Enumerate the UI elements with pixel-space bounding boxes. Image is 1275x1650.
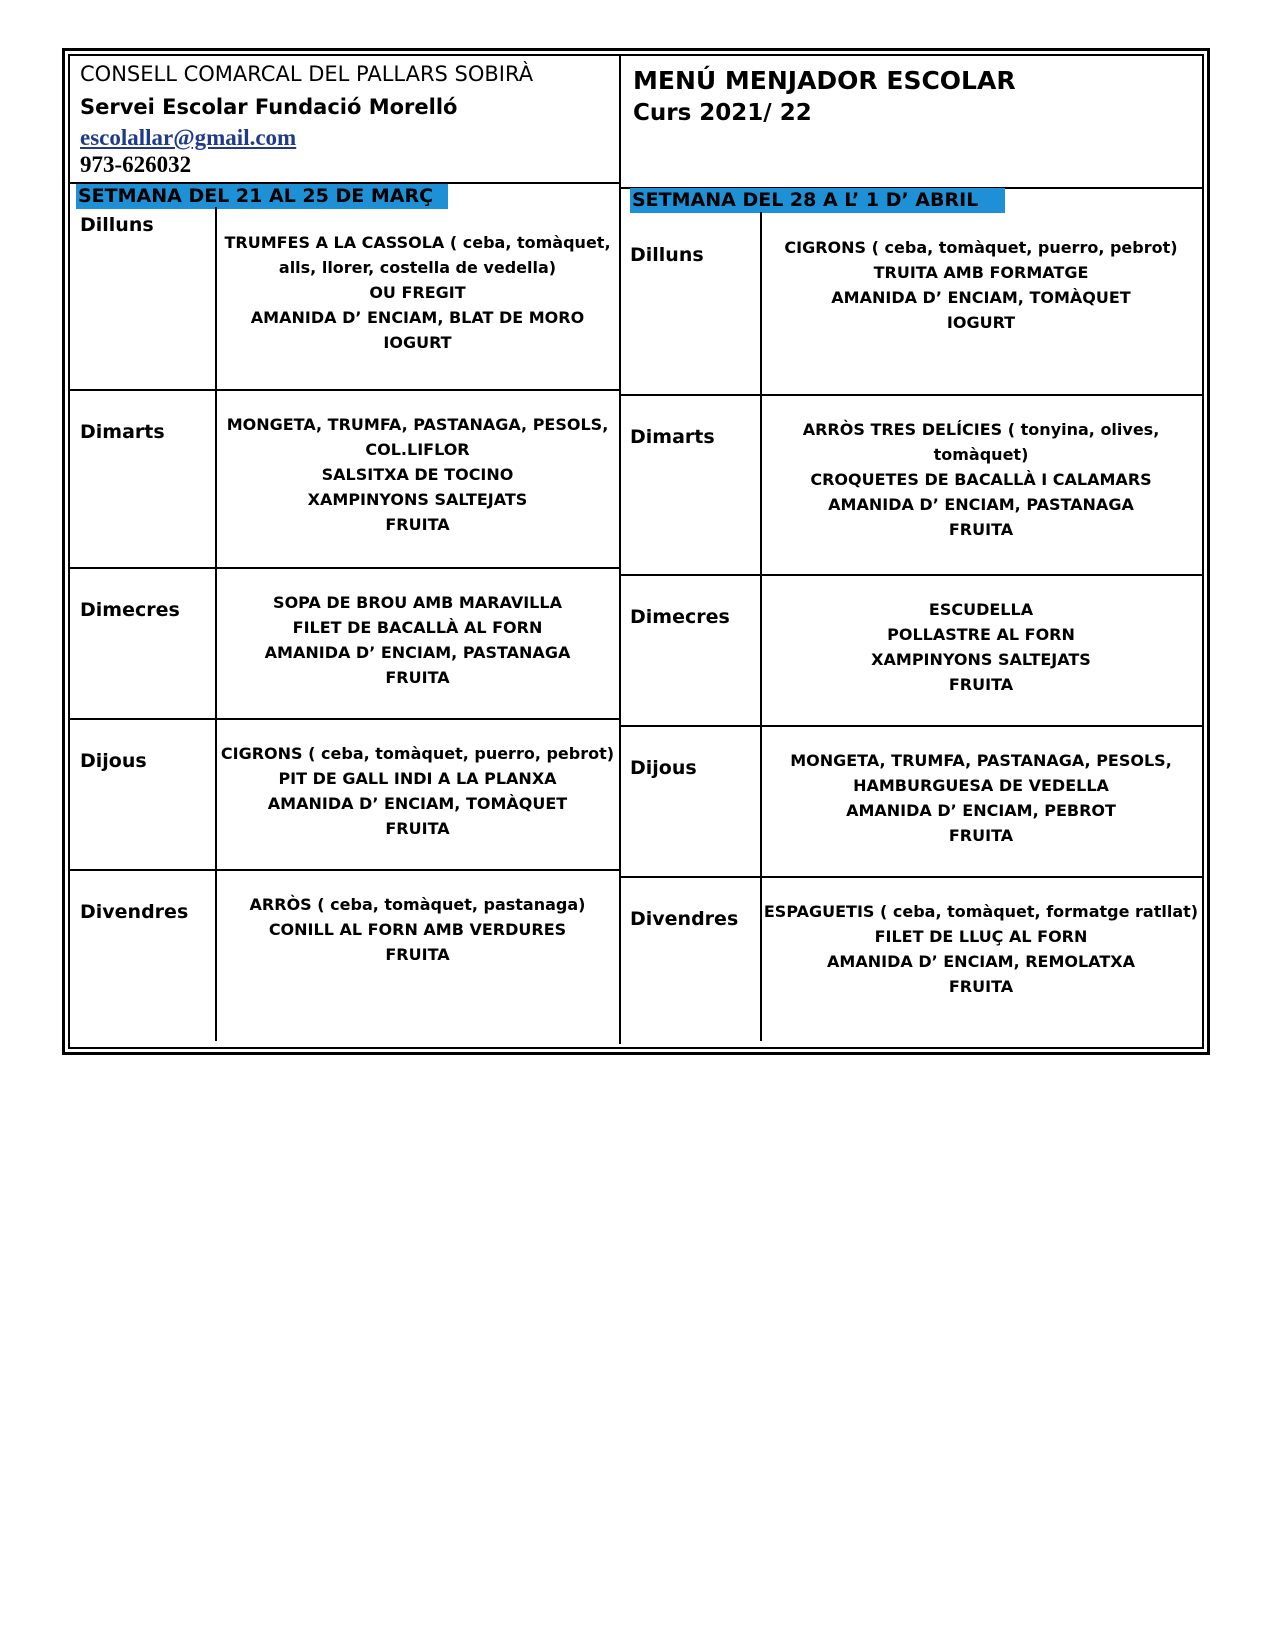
dish-line: FRUITA <box>948 520 1014 539</box>
day-label: Dimecres <box>80 599 180 621</box>
dish-line: tomàquet) <box>933 445 1029 464</box>
row-divider <box>620 725 1202 727</box>
dish-line: XAMPINYONS SALTEJATS <box>871 650 1091 669</box>
day-label: Dimarts <box>630 426 715 448</box>
dish-line: FILET DE LLUÇ AL FORN <box>874 927 1088 946</box>
dish-line: POLLASTRE AL FORN <box>887 625 1075 644</box>
dish-line: IOGURT <box>946 313 1016 332</box>
dish-list <box>217 230 618 355</box>
dish-line: ESPAGUETIS ( ceba, tomàquet, formatge ratllat) <box>763 902 1199 921</box>
day-label: Divendres <box>630 908 739 930</box>
dish-line: COL.LIFLOR <box>365 440 470 459</box>
dish-line: ESCUDELLA <box>928 600 1034 619</box>
dish-line: HAMBURGUESA DE VEDELLA <box>853 776 1109 795</box>
dish-line: CIGRONS ( ceba, tomàquet, puerro, pebrot) <box>784 238 1178 257</box>
dish-line: FRUITA <box>385 668 450 687</box>
organization-name: CONSELL COMARCAL DEL PALLARS SOBIRÀ <box>80 62 534 86</box>
dish-list <box>217 412 618 537</box>
dish-line: CONILL AL FORN AMB VERDURES <box>268 920 567 939</box>
dish-list <box>762 899 1200 999</box>
dish-list <box>217 590 618 690</box>
day-label: Divendres <box>80 901 189 923</box>
row-divider <box>70 389 620 391</box>
dish-line: TRUITA AMB FORMATGE <box>873 263 1089 282</box>
dish-list <box>217 741 618 841</box>
dish-line: IOGURT <box>383 333 452 352</box>
day-label: Dilluns <box>80 214 154 236</box>
menu-title: MENÚ MENJADOR ESCOLAR <box>633 66 1016 95</box>
course-year: Curs 2021/ 22 <box>633 100 812 126</box>
dish-list <box>762 748 1200 848</box>
dish-list <box>762 417 1200 542</box>
dish-line: TRUMFES A LA CASSOLA ( ceba, tomàquet, <box>224 233 611 252</box>
dish-list <box>762 597 1200 697</box>
dish-line: CROQUETES DE BACALLÀ I CALAMARS <box>810 470 1152 489</box>
dish-line: FRUITA <box>948 826 1014 845</box>
week-label: SETMANA DEL 21 AL 25 DE MARÇ <box>78 185 434 207</box>
service-name: Servei Escolar Fundació Morelló <box>80 95 458 119</box>
row-divider <box>70 869 620 871</box>
dish-line: CIGRONS ( ceba, tomàquet, puerro, pebrot) <box>220 744 615 763</box>
row-divider <box>620 876 1202 878</box>
dish-list <box>762 235 1200 335</box>
dish-line: AMANIDA D’ ENCIAM, REMOLATXA <box>827 952 1135 971</box>
day-label: Dimecres <box>630 606 730 628</box>
dish-line: FRUITA <box>385 945 450 964</box>
dish-line: MONGETA, TRUMFA, PASTANAGA, PESOLS, <box>226 415 609 434</box>
contact-phone: 973-626032 <box>80 152 192 177</box>
dish-line: AMANIDA D’ ENCIAM, PEBROT <box>846 801 1116 820</box>
dish-line: OU FREGIT <box>369 283 466 302</box>
contact-email-link[interactable]: escolallar@gmail.com <box>80 125 297 150</box>
dish-line: AMANIDA D’ ENCIAM, PASTANAGA <box>828 495 1134 514</box>
day-label: Dimarts <box>80 421 165 443</box>
dish-line: MONGETA, TRUMFA, PASTANAGA, PESOLS, <box>790 751 1172 770</box>
dish-line: FRUITA <box>948 977 1014 996</box>
header-column-divider <box>619 56 621 1044</box>
row-divider <box>70 567 620 569</box>
dish-line: PIT DE GALL INDI A LA PLANXA <box>278 769 557 788</box>
day-label: Dijous <box>630 757 697 779</box>
dish-line: ARRÒS ( ceba, tomàquet, pastanaga) <box>249 895 586 914</box>
dish-line: AMANIDA D’ ENCIAM, PASTANAGA <box>264 643 571 662</box>
day-label: Dilluns <box>630 244 704 266</box>
row-divider <box>70 718 620 720</box>
dish-line: AMANIDA D’ ENCIAM, TOMÀQUET <box>267 794 568 813</box>
week-label: SETMANA DEL 28 A L’ 1 D’ ABRIL <box>632 189 979 211</box>
dish-line: XAMPINYONS SALTEJATS <box>307 490 528 509</box>
dish-line: AMANIDA D’ ENCIAM, TOMÀQUET <box>831 288 1131 307</box>
row-divider <box>620 574 1202 576</box>
dish-list <box>217 892 618 967</box>
dish-line: FRUITA <box>385 819 450 838</box>
dish-line: FRUITA <box>385 515 450 534</box>
dish-line: alls, llorer, costella de vedella) <box>278 258 557 277</box>
dish-line: SOPA DE BROU AMB MARAVILLA <box>273 593 562 612</box>
dish-line: FILET DE BACALLÀ AL FORN <box>292 618 543 637</box>
dish-line: FRUITA <box>948 675 1014 694</box>
dish-line: SALSITXA DE TOCINO <box>321 465 514 484</box>
dish-line: ARRÒS TRES DELÍCIES ( tonyina, olives, <box>802 420 1160 439</box>
day-label: Dijous <box>80 750 147 772</box>
row-divider <box>620 394 1202 396</box>
dish-line: AMANIDA D’ ENCIAM, BLAT DE MORO <box>250 308 585 327</box>
